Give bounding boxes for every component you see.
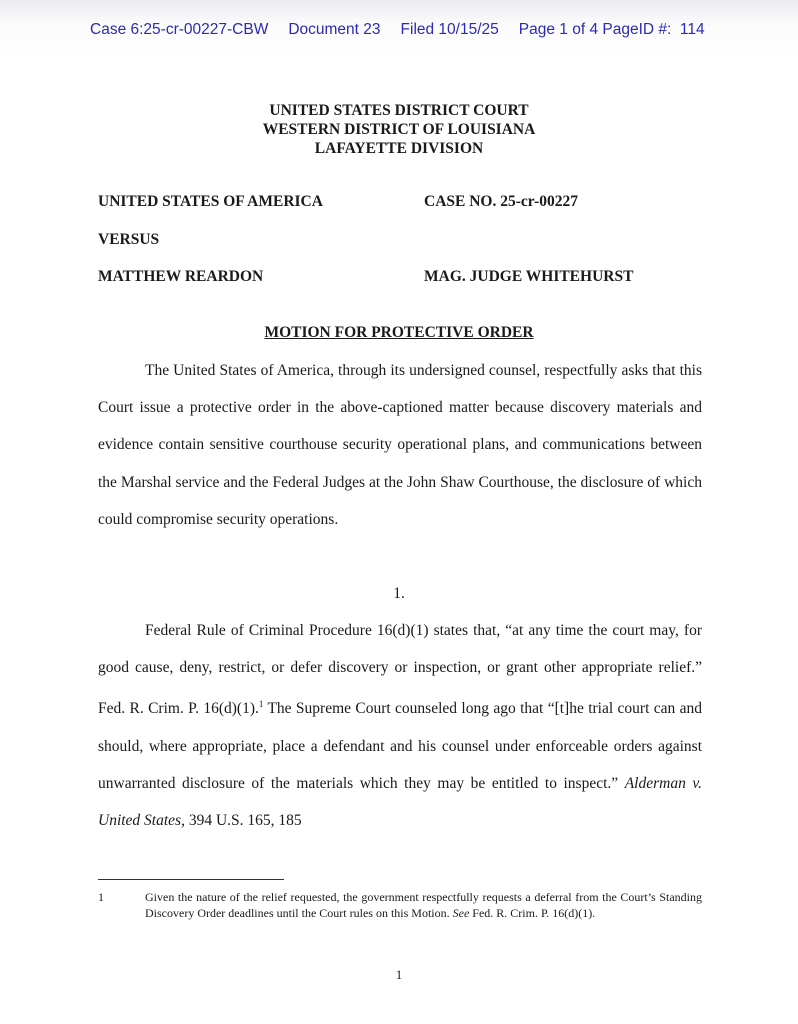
caption-case-no: CASE NO. 25-cr-00227 (424, 193, 578, 210)
footnote-reference[interactable]: 1 (258, 699, 264, 710)
caption-defendant: MATTHEW REARDON (98, 268, 264, 285)
court-line-1: UNITED STATES DISTRICT COURT (269, 102, 529, 119)
court-line-3: LAFAYETTE DIVISION (314, 140, 484, 157)
page-number: 1 (395, 967, 403, 982)
filing-stamp (90, 21, 725, 39)
section-number: 1. (393, 585, 405, 602)
intro-paragraph: The United States of America, through its undersigned counsel, respectfully asks that this Court issue a protective order in the above-captioned matter because discovery materials and evidence contain sensitive courthouse security operational plans, and communications between the Marshal service and the Federal Judges at the John Shaw Courthouse, the disclosure of which could compromise security operations. (98, 362, 702, 528)
paragraph-1: Federal Rule of Criminal Procedure 16(d)(1) states that, “at any time the court may, for good cause, deny, restrict, or defer discovery or inspection, or grant other appropriate relief.” Fed. R. Crim. P. 16(d)(1).$^1$ The Supreme Court counseled long ago that “[t]he trial court can and should, where appropriate, place a defendant and his counsel under enforceable orders against unwarranted disclosure of the materials which they may be entitled to inspect.” Alderman v. United States, 394 U.S. 165, 185 (98, 622, 703, 830)
footnote-number: 1 (98, 890, 104, 904)
caption-versus: VERSUS (98, 231, 160, 248)
caption-plaintiff: UNITED STATES OF AMERICA (98, 193, 323, 210)
court-heading (0, 101, 798, 158)
stamp-document: Document 23 (288, 21, 381, 38)
document-title: MOTION FOR PROTECTIVE ORDER (264, 324, 534, 341)
court-line-2: WESTERN DISTRICT OF LOUISIANA (262, 121, 536, 138)
case-citation: Alderman v. United States (98, 774, 703, 830)
stamp-page: Page 1 of 4 PageID #: 114 (518, 21, 705, 38)
footnote-text: Given the nature of the relief requested, the government respectfully requests a deferral from the Court’s Standing Discovery Order deadlines until the Court rules on this Motion. See Fed. R. Crim. P. 16(d)(1). (145, 890, 702, 920)
stamp-filed: Filed 10/15/25 (400, 21, 499, 38)
caption-judge: MAG. JUDGE WHITEHURST (424, 268, 634, 285)
footnote-divider (98, 879, 284, 880)
stamp-case: Case 6:25-cr-00227-CBW (90, 21, 269, 38)
